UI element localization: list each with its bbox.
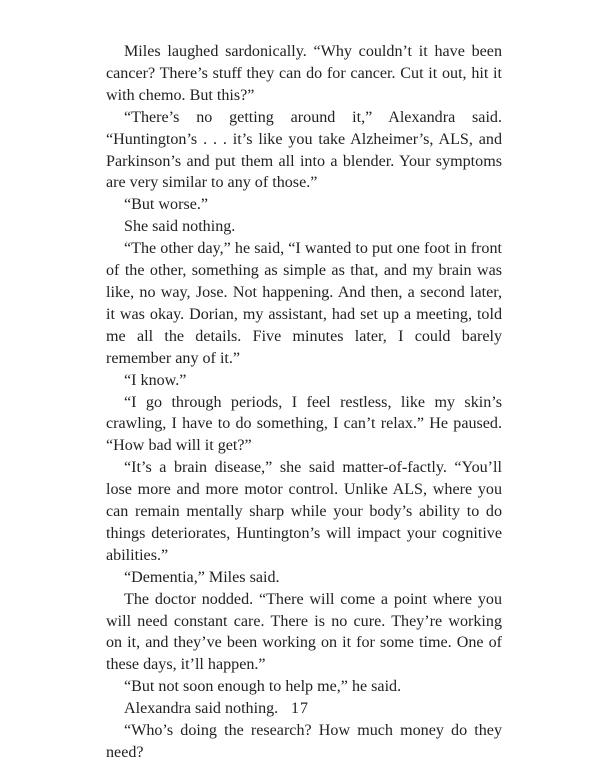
paragraph: “Who’s doing the research? How much money do they need? xyxy=(106,722,502,761)
paragraph: Alexandra said nothing. xyxy=(124,700,279,718)
paragraph: “But worse.” xyxy=(124,196,209,214)
paragraph: “There’s no getting around it,” Alexandra said. “Huntington’s . . . it’s like you take Alzheimer’s, ALS, and Parkinson’s and put them all into a blender. Your symptoms are very similar to any of those.” xyxy=(106,108,502,192)
page-number: 17 xyxy=(291,700,309,717)
paragraph: “The other day,” he said, “I wanted to put one foot in front of the other, something as simple as that, and my brain was like, no way, Jose. Not happening. And then, a second later, it was okay. Dorian, my assistant, had set up a meeting, told me all the details. Five minutes later, I could barely remember any of it.” xyxy=(106,240,502,367)
body-text xyxy=(106,41,502,764)
paragraph: “It’s a brain disease,” she said matter-of-factly. “You’ll lose more and more motor control. Unlike ALS, where you can remain mentally sharp while your body’s ability to do things deteriorates, Huntington’s will impact your cognitive abilities.” xyxy=(106,459,502,564)
paragraph: The doctor nodded. “There will come a point where you will need constant care. There is no cure. They’re working on it, and they’ve been working on it for some time. One of these days, it’ll happen.” xyxy=(106,590,502,674)
paragraph: “I go through periods, I feel restless, like my skin’s crawling, I have to do something, I can’t relax.” He paused. “How bad will it get?” xyxy=(106,393,502,455)
paragraph: “Dementia,” Miles said. xyxy=(124,568,280,586)
paragraph: “But not soon enough to help me,” he said. xyxy=(124,678,402,696)
paragraph: Miles laughed sardonically. “Why couldn’t it have been cancer? There’s stuff they can do for cancer. Cut it out, hit it with chemo. But this?” xyxy=(106,43,502,104)
paragraph: She said nothing. xyxy=(124,218,236,236)
paragraph: “I know.” xyxy=(124,371,187,389)
